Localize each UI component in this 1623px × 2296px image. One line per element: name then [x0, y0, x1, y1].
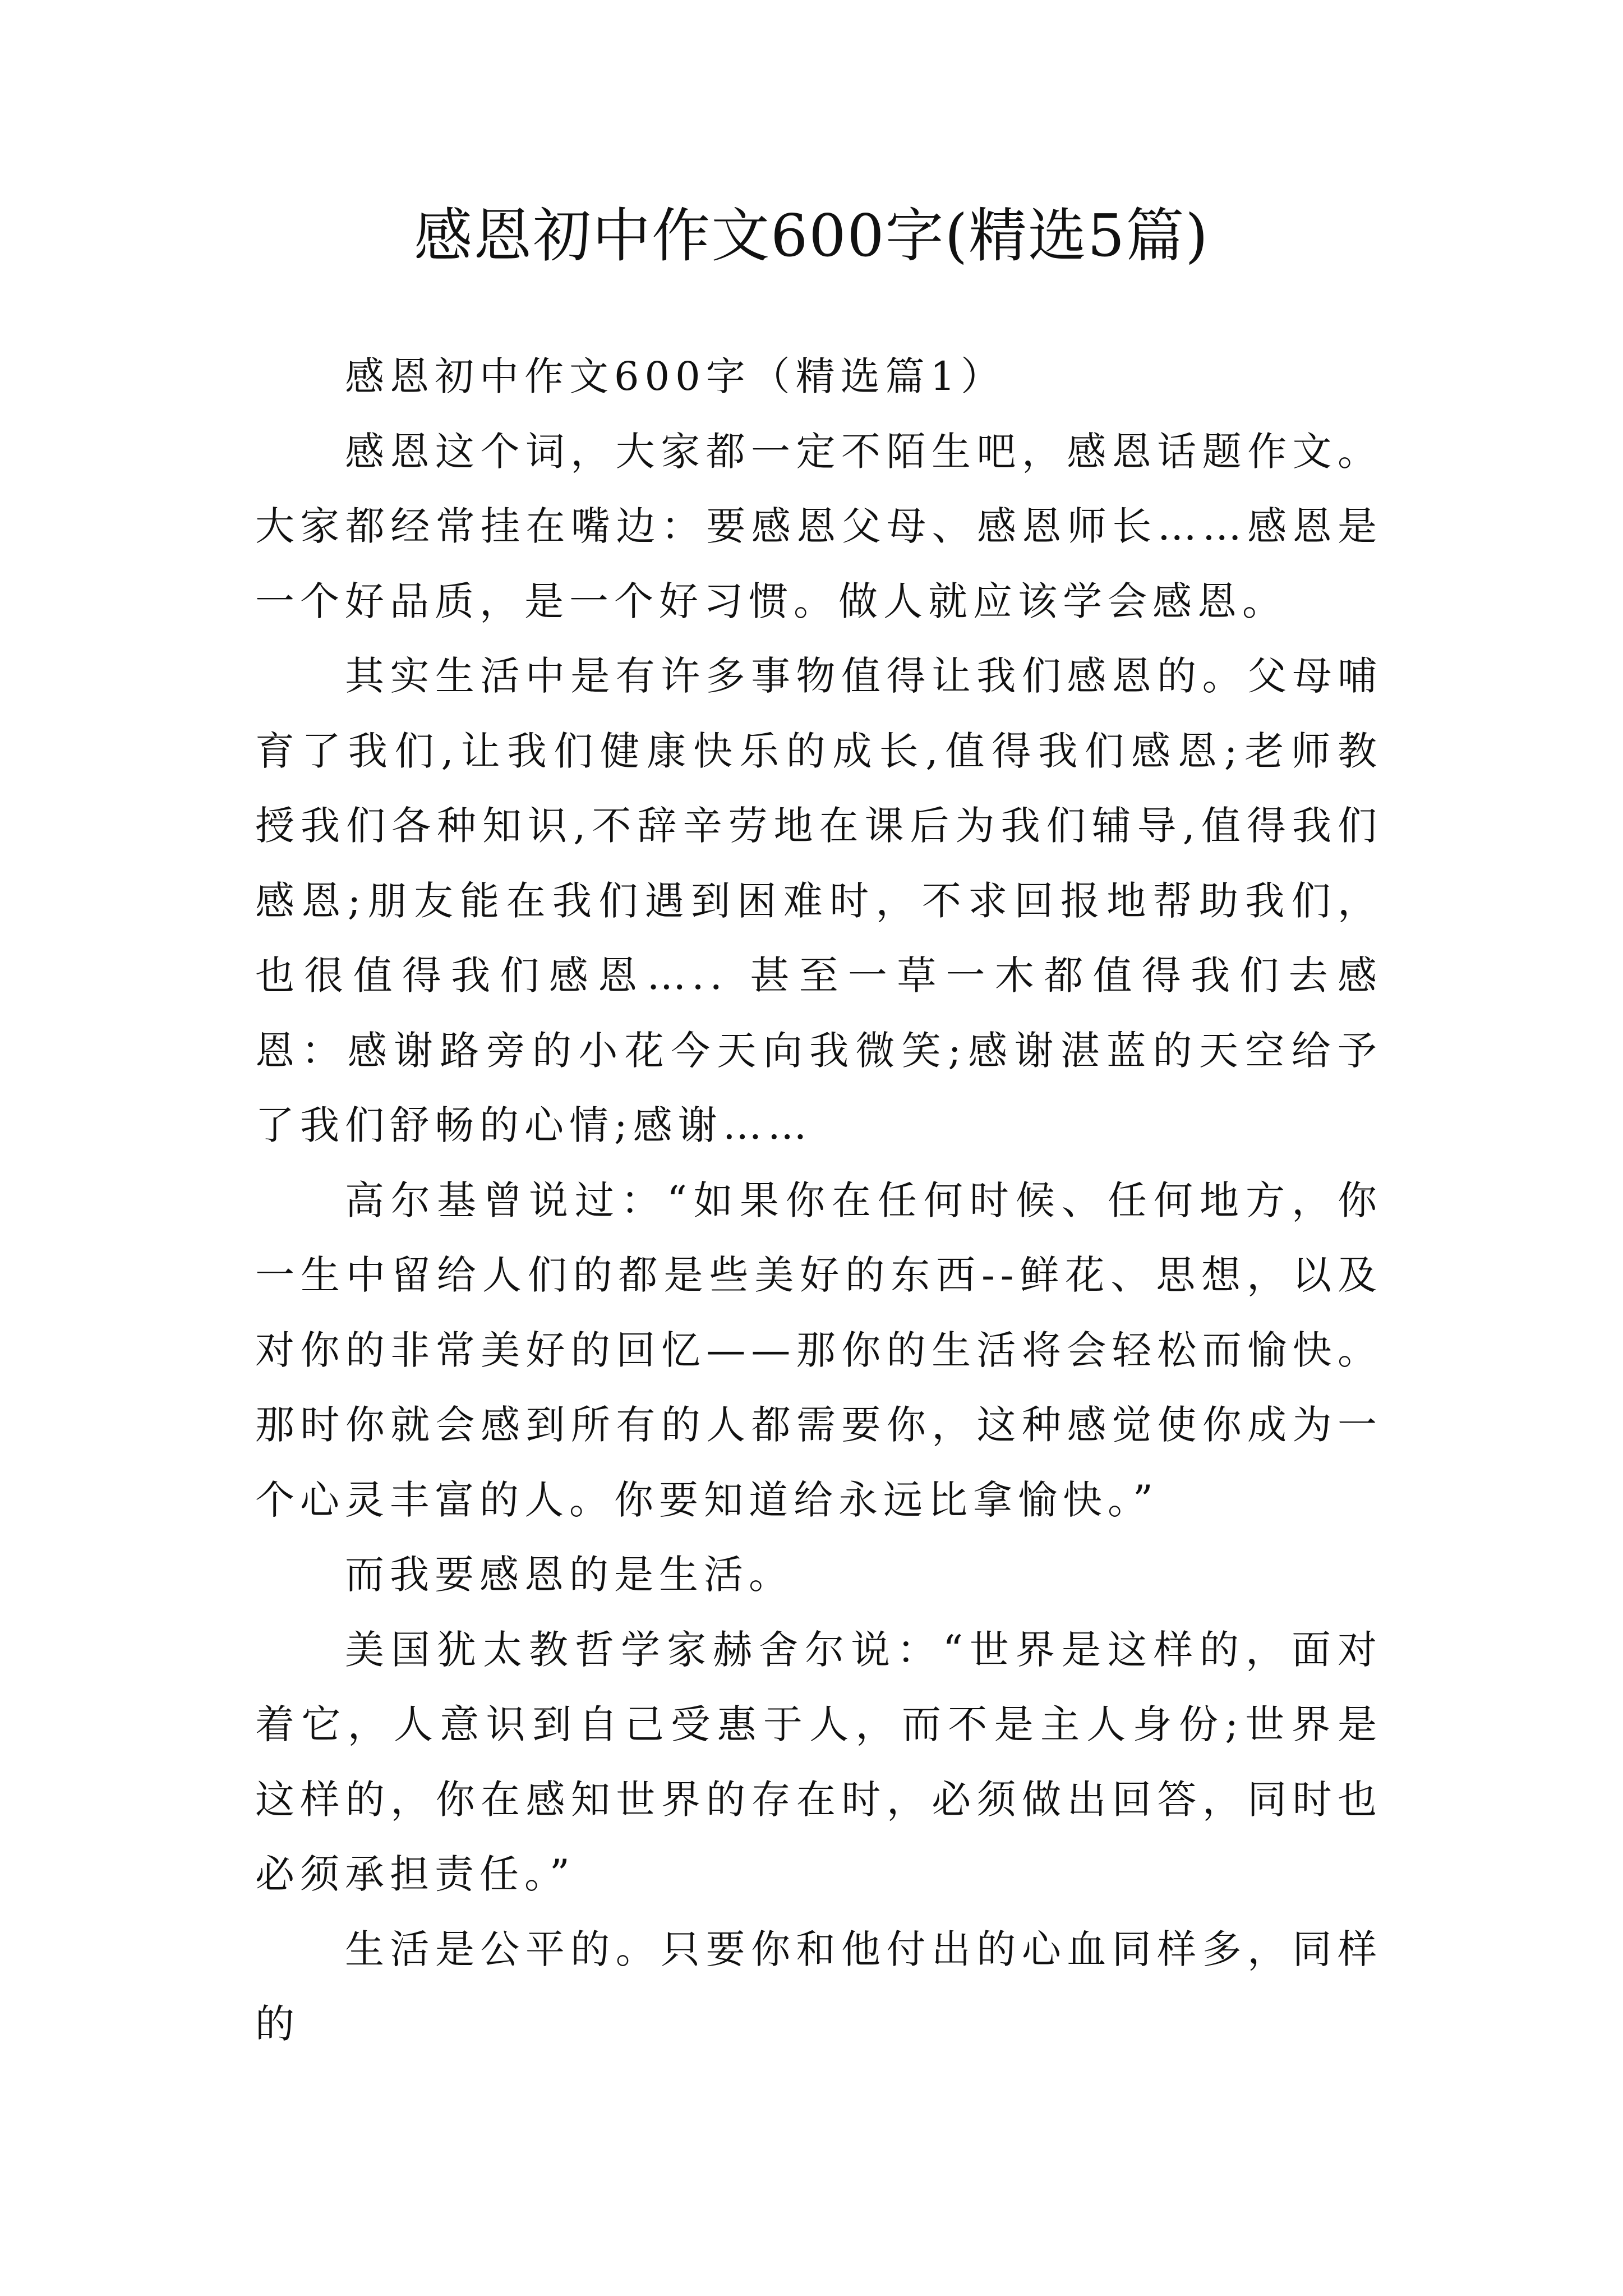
section-heading: 感恩初中作文600字（精选篇1）	[345, 353, 1006, 399]
document-title: 感恩初中作文600字(精选5篇)	[414, 201, 1209, 270]
paragraph: 而我要感恩的是生活。	[345, 1552, 794, 1598]
paragraph: 其实生活中是有许多事物值得让我们感恩的。父母哺育了我们,让我们健康快乐的成长,值得我们感恩;老师教授我们各种知识,不辞辛劳地在课后为我们辅导,值得我们感恩;朋友能在我们遇到困难时，不求回报地帮助我们，也很值得我们感恩….. 甚至一草一木都值得我们去感恩：感谢路旁的小花今天向我微笑;感谢湛蓝的天空给予了我们舒畅的心情;感谢……	[255, 653, 1382, 1148]
paragraph: 感恩这个词，大家都一定不陌生吧，感恩话题作文。大家都经常挂在嘴边：要感恩父母、感恩师长……感恩是一个好品质，是一个好习惯。做人就应该学会感恩。	[255, 428, 1382, 624]
paragraph: 生活是公平的。只要你和他付出的心血同样多，同样的	[255, 1926, 1382, 2047]
paragraph: 高尔基曾说过：“如果你在任何时候、任何地方，你一生中留给人们的都是些美好的东西--鲜花、思想，以及对你的非常美好的回忆——那你的生活将会轻松而愉快。那时你就会感到所有的人都需要你，这种感觉使你成为一个心灵丰富的人。你要知道给永远比拿愉快。”	[255, 1177, 1382, 1523]
document-body	[255, 339, 1382, 2062]
paragraph: 美国犹太教哲学家赫舍尔说：“世界是这样的，面对着它，人意识到自己受惠于人，而不是主人身份;世界是这样的，你在感知世界的存在时，必须做出回答，同时也必须承担责任。”	[255, 1626, 1382, 1897]
